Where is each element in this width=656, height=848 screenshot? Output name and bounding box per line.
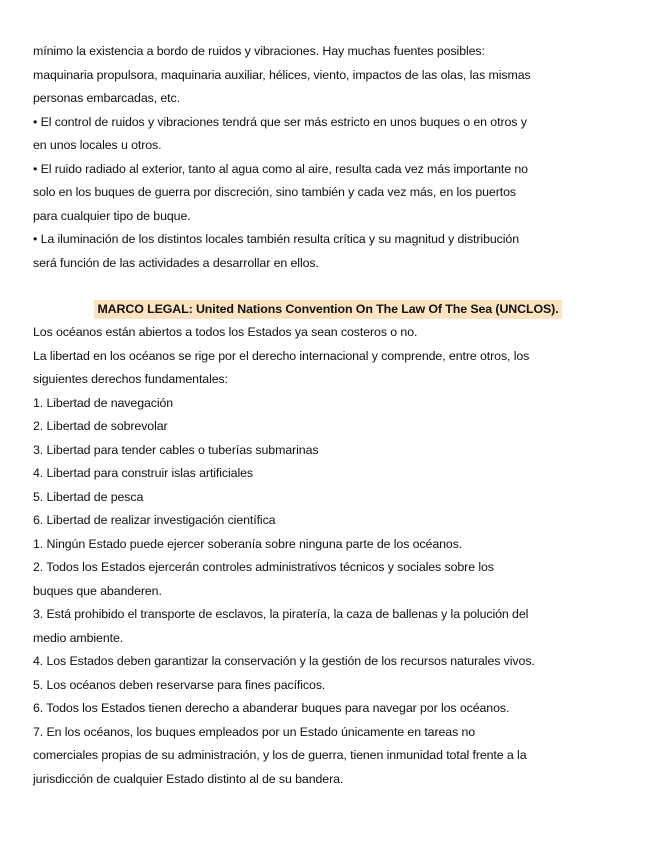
text-line: comerciales propias de su administración, y los de guerra, tienen inmunidad total frente a la: [33, 748, 527, 762]
intro-section: [33, 40, 623, 275]
text-line: jurisdicción de cualquier Estado distinto al de su bandera.: [33, 771, 344, 786]
legal-section: [33, 321, 623, 791]
list-item: 6. Libertad de realizar investigación científica: [33, 513, 276, 527]
bullet-line: • El control de ruidos y vibraciones tendrá que ser más estricto en unos buques o en otros y: [33, 114, 527, 129]
list-item: 2. Todos los Estados ejercerán controles administrativos técnicos y sociales sobre los: [33, 560, 494, 574]
list-item: 5. Libertad de pesca: [33, 489, 144, 504]
list-item: 7. En los océanos, los buques empleados por un Estado únicamente en tareas no: [33, 724, 476, 739]
list-item: 5. Los océanos deben reservarse para fines pacíficos.: [33, 677, 326, 692]
text-line: medio ambiente.: [33, 630, 124, 645]
list-item: 3. Está prohibido el transporte de esclavos, la piratería, la caza de ballenas y la polución del: [33, 607, 529, 621]
spacer: [33, 275, 623, 298]
text-line: mínimo la existencia a bordo de ruidos y vibraciones. Hay muchas fuentes posibles:: [33, 44, 485, 58]
text-line: personas embarcadas, etc.: [33, 91, 180, 105]
text-line: en unos locales u otros.: [33, 138, 162, 152]
list-item: 2. Libertad de sobrevolar: [33, 419, 168, 433]
bullet-line: • La iluminación de los distintos locales también resulta crítica y su magnitud y distribución: [33, 232, 519, 246]
list-item: 4. Libertad para construir islas artificiales: [33, 466, 254, 480]
text-line: para cualquier tipo de buque.: [33, 208, 191, 223]
list-item: 6. Todos los Estados tienen derecho a abanderar buques para navegar por los océanos.: [33, 701, 510, 715]
text-line: La libertad en los océanos se rige por el derecho internacional y comprende, entre otros, los: [33, 348, 530, 363]
bullet-line: • El ruido radiado al exterior, tanto al agua como al aire, resulta cada vez más importante no: [33, 161, 528, 176]
list-item: 4. Los Estados deben garantizar la conservación y la gestión de los recursos naturales vivos.: [33, 654, 535, 668]
text-line: maquinaria propulsora, maquinaria auxiliar, hélices, viento, impactos de las olas, las mismas: [33, 67, 531, 82]
list-item: 3. Libertad para tender cables o tuberías submarinas: [33, 442, 319, 457]
list-item: 1. Ningún Estado puede ejercer soberanía sobre ninguna parte de los océanos.: [33, 536, 463, 551]
section-heading: MARCO LEGAL: United Nations Convention On The Law Of The Sea (UNCLOS).: [94, 300, 561, 319]
section-heading-wrap: [33, 298, 623, 321]
document-page: [33, 40, 623, 791]
text-line: solo en los buques de guerra por discreción, sino también y cada vez más, en los puertos: [33, 185, 516, 199]
text-line: Los océanos están abiertos a todos los Estados ya sean costeros o no.: [33, 325, 418, 339]
text-line: será función de las actividades a desarrollar en ellos.: [33, 255, 319, 270]
text-line: siguientes derechos fundamentales:: [33, 372, 228, 386]
text-line: buques que abanderen.: [33, 583, 162, 598]
list-item: 1. Libertad de navegación: [33, 395, 174, 410]
